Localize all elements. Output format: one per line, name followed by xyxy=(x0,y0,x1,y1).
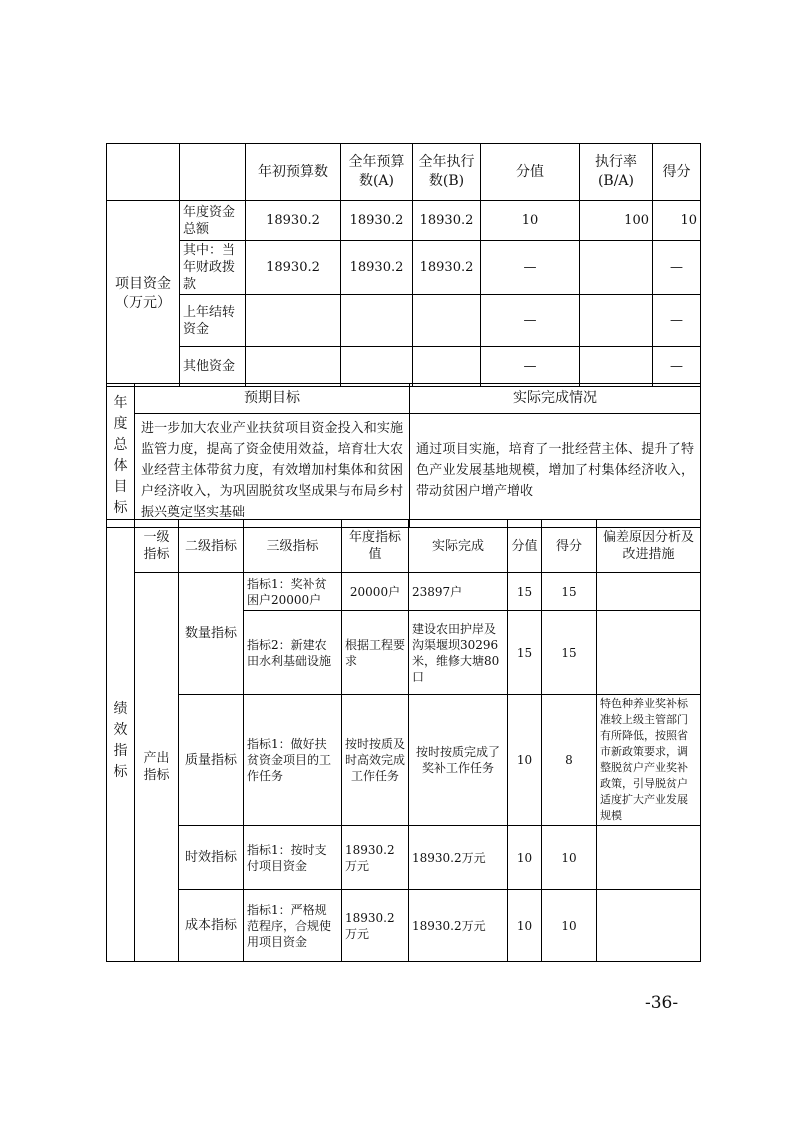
output-indicators-label: 产出指标 xyxy=(135,573,179,962)
executed-value xyxy=(413,347,481,387)
header-executed: 全年执行数(B) xyxy=(413,144,481,201)
deviation-reason xyxy=(597,826,701,890)
header-deviation-reason: 偏差原因分析及改进措施 xyxy=(597,520,701,573)
budget-header-row xyxy=(107,144,701,201)
actual-completion: 23897户 xyxy=(409,573,508,611)
budget-row-total xyxy=(107,201,701,241)
budget-corner-cell xyxy=(107,144,180,201)
expected-goal-text: 进一步加大农业产业扶贫项目资金投入和实施监管力度，提高了资金使用效益，培育壮大农业经营主体带贫力度，有效增加村集体和贫困户经济收入，为巩固脱贫攻坚成果与布局乡村振兴奠定坚实基础 xyxy=(135,414,410,528)
initial-value xyxy=(246,347,341,387)
actual-completion: 18930.2万元 xyxy=(409,890,508,962)
header-initial-budget: 年初预算数 xyxy=(246,144,341,201)
row-label: 上年结转资金 xyxy=(180,295,246,347)
quantity-indicator-label: 数量指标 xyxy=(179,573,244,695)
level3-indicator: 指标1：做好扶贫资金项目的工作任务 xyxy=(244,695,342,826)
annual-value: 18930.2 xyxy=(341,241,413,295)
rate-value: 100 xyxy=(580,201,653,241)
score-value: 15 xyxy=(508,573,542,611)
indicator-row xyxy=(107,573,701,611)
actual-completion-header: 实际完成情况 xyxy=(410,384,701,414)
deviation-reason xyxy=(597,573,701,611)
initial-value xyxy=(246,295,341,347)
indicator-row xyxy=(107,695,701,826)
annual-target: 18930.2万元 xyxy=(342,890,409,962)
header-annual-budget: 全年预算数(A) xyxy=(341,144,413,201)
actual-completion-text: 通过项目实施，培育了一批经营主体、提升了特色产业发展基地规模，增加了村集体经济收入，带动贫困户增产增收 xyxy=(410,414,701,528)
annual-target: 根据工程要求 xyxy=(342,611,409,695)
actual-completion: 按时按质完成了奖补工作任务 xyxy=(409,695,508,826)
performance-header-row xyxy=(107,520,701,573)
budget-table xyxy=(106,143,701,387)
executed-value: 18930.2 xyxy=(413,241,481,295)
executed-value xyxy=(413,295,481,347)
score: — xyxy=(653,241,701,295)
rate-value xyxy=(580,347,653,387)
score-value: 10 xyxy=(508,826,542,890)
cost-indicator-label: 成本指标 xyxy=(179,890,244,962)
indicator-row xyxy=(107,890,701,962)
score: 10 xyxy=(542,826,597,890)
budget-label-header xyxy=(180,144,246,201)
score: 15 xyxy=(542,573,597,611)
deviation-reason xyxy=(597,611,701,695)
actual-completion: 18930.2万元 xyxy=(409,826,508,890)
performance-table xyxy=(106,519,701,962)
score-value: — xyxy=(481,241,580,295)
deviation-reason xyxy=(597,890,701,962)
level3-indicator: 指标1：严格规范程序，合规使用项目资金 xyxy=(244,890,342,962)
header-execution-rate: 执行率(B/A) xyxy=(580,144,653,201)
header-score-value: 分值 xyxy=(481,144,580,201)
row-label: 年度资金总额 xyxy=(180,201,246,241)
budget-row-fiscal xyxy=(107,241,701,295)
deviation-reason: 特色种养业奖补标准较上级主管部门有所降低，按照省市新政策要求，调整脱贫户产业奖补政策，引导脱贫户适度扩大产业发展规模 xyxy=(597,695,701,826)
annual-value xyxy=(341,295,413,347)
annual-target: 按时按质及时高效完成工作任务 xyxy=(342,695,409,826)
level3-indicator: 指标1：按时支付项目资金 xyxy=(244,826,342,890)
annual-value: 18930.2 xyxy=(341,201,413,241)
goals-table xyxy=(106,383,701,528)
budget-row-other xyxy=(107,347,701,387)
expected-goal-header: 预期目标 xyxy=(135,384,410,414)
budget-row-carryover xyxy=(107,295,701,347)
header-score: 得分 xyxy=(653,144,701,201)
row-label: 其他资金 xyxy=(180,347,246,387)
annual-goals-label: 年度总体目标 xyxy=(107,384,135,528)
score-value: — xyxy=(481,347,580,387)
score-value: 10 xyxy=(508,695,542,826)
score: 8 xyxy=(542,695,597,826)
score-value: — xyxy=(481,295,580,347)
header-level1: 一级指标 xyxy=(135,520,179,573)
goals-content-row xyxy=(107,414,701,528)
score: 10 xyxy=(542,890,597,962)
annual-target: 20000户 xyxy=(342,573,409,611)
header-annual-target: 年度指标值 xyxy=(342,520,409,573)
score-value: 10 xyxy=(481,201,580,241)
score: 10 xyxy=(653,201,701,241)
header-actual: 实际完成 xyxy=(409,520,508,573)
header-score: 得分 xyxy=(542,520,597,573)
score-value: 10 xyxy=(508,890,542,962)
row-label: 其中：当年财政拨款 xyxy=(180,241,246,295)
annual-target: 18930.2万元 xyxy=(342,826,409,890)
header-level2: 二级指标 xyxy=(179,520,244,573)
score: — xyxy=(653,295,701,347)
executed-value: 18930.2 xyxy=(413,201,481,241)
score: — xyxy=(653,347,701,387)
header-level3: 三级指标 xyxy=(244,520,342,573)
level3-indicator: 指标2：新建农田水利基础设施 xyxy=(244,611,342,695)
timeliness-indicator-label: 时效指标 xyxy=(179,826,244,890)
score-value: 15 xyxy=(508,611,542,695)
level3-indicator: 指标1：奖补贫困户20000户 xyxy=(244,573,342,611)
project-funds-label: 项目资金（万元） xyxy=(107,201,180,387)
annual-value xyxy=(341,347,413,387)
goals-header-row xyxy=(107,384,701,414)
rate-value xyxy=(580,241,653,295)
page-number: -36- xyxy=(645,993,679,1013)
indicator-row xyxy=(107,826,701,890)
initial-value: 18930.2 xyxy=(246,241,341,295)
header-score-value: 分值 xyxy=(508,520,542,573)
score: 15 xyxy=(542,611,597,695)
performance-indicators-label: 绩效指标 xyxy=(107,520,135,962)
initial-value: 18930.2 xyxy=(246,201,341,241)
actual-completion: 建设农田护岸及沟渠堰坝30296米，维修大塘80口 xyxy=(409,611,508,695)
rate-value xyxy=(580,295,653,347)
quality-indicator-label: 质量指标 xyxy=(179,695,244,826)
